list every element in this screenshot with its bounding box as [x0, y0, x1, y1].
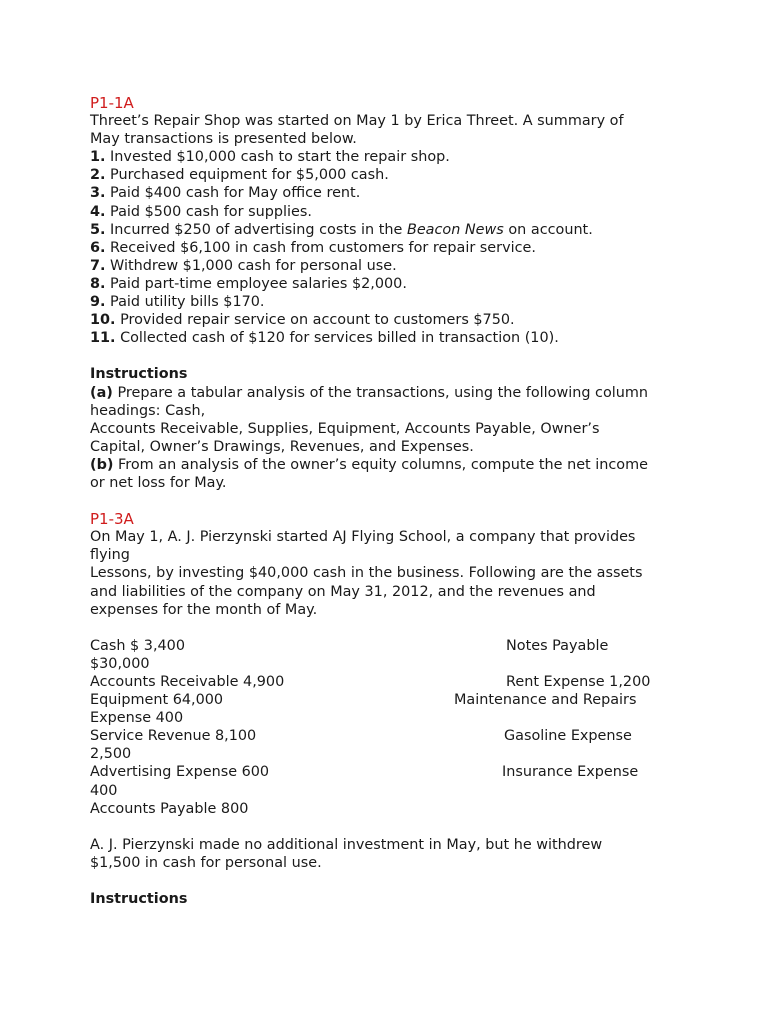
account-row — [90, 673, 690, 691]
transaction-text: Collected cash of $120 for services billed in transaction (10). — [115, 330, 559, 347]
transaction-item — [90, 203, 690, 221]
account-right: Gasoline Expense — [504, 728, 632, 745]
transaction-text: Paid utility bills $170. — [105, 294, 265, 311]
transaction-number: 4. — [90, 203, 106, 220]
transaction-item — [90, 275, 690, 293]
transaction-text: Withdrew $1,000 cash for personal use. — [105, 257, 397, 274]
account-left: 2,500 — [90, 746, 132, 763]
instruction-a-line: Capital, Owner’s Drawings, Revenues, and Expenses. — [90, 438, 474, 455]
transaction-number: 3. — [90, 185, 106, 202]
instruction-a-label: (a) — [90, 384, 113, 401]
transaction-item — [90, 239, 690, 257]
transaction-item — [90, 221, 690, 239]
transaction-number: 6. — [90, 239, 106, 256]
account-left: Equipment 64,000 — [90, 692, 224, 709]
intro-line: and liabilities of the company on May 31, 2012, and the revenues and — [90, 583, 596, 600]
document-page — [90, 94, 690, 908]
account-left: $30,000 — [90, 655, 150, 672]
closing-line: $1,500 in cash for personal use. — [90, 854, 322, 871]
account-row — [90, 782, 690, 800]
problem-heading-p1-1a: P1-1A — [90, 94, 134, 112]
instruction-b-label: (b) — [90, 456, 114, 473]
problem-heading-p1-3a: P1-3A — [90, 510, 134, 529]
instruction-a — [90, 384, 690, 402]
account-left: Advertising Expense 600 — [90, 764, 270, 781]
transaction-item — [90, 293, 690, 311]
account-row — [90, 709, 690, 727]
transaction-item — [90, 148, 690, 166]
account-list — [90, 637, 690, 818]
transaction-text: Paid $400 cash for May office rent. — [105, 185, 361, 202]
transaction-number: 11. — [90, 330, 116, 347]
transaction-item — [90, 329, 690, 347]
transaction-text: Received $6,100 in cash from customers for repair service. — [105, 239, 536, 256]
account-row — [90, 655, 690, 673]
transaction-text: Invested $10,000 cash to start the repair shop. — [105, 149, 450, 166]
instruction-b-line: or net loss for May. — [90, 474, 227, 491]
transaction-number: 10. — [90, 312, 116, 329]
account-row — [90, 800, 690, 818]
intro-line: May transactions is presented below. — [90, 131, 357, 148]
transaction-number: 1. — [90, 149, 106, 166]
instruction-a-text: Prepare a tabular analysis of the transactions, using the following column — [112, 384, 649, 401]
account-right: Insurance Expense — [502, 764, 639, 781]
instructions-title-2: Instructions — [90, 891, 188, 908]
transaction-text: Incurred $250 of advertising costs in the — [105, 221, 407, 238]
account-row — [90, 763, 690, 781]
intro-line: expenses for the month of May. — [90, 601, 318, 618]
account-right: Rent Expense 1,200 — [506, 674, 651, 690]
transaction-number: 5. — [90, 221, 106, 238]
account-row — [90, 745, 690, 763]
account-row — [90, 637, 690, 655]
transaction-list — [90, 148, 690, 347]
transaction-text-italic: Beacon News — [406, 221, 504, 238]
transaction-number: 7. — [90, 257, 106, 274]
instruction-a-line: headings: Cash, — [90, 402, 206, 419]
transaction-number: 8. — [90, 275, 106, 292]
transaction-text: Purchased equipment for $5,000 cash. — [105, 167, 389, 184]
transaction-item — [90, 311, 690, 329]
transaction-text: Paid $500 cash for supplies. — [105, 203, 312, 220]
account-row — [90, 727, 690, 745]
account-right: Maintenance and Repairs — [454, 692, 637, 709]
intro-line: On May 1, A. J. Pierzynski started AJ Flying School, a company that provides — [90, 529, 636, 546]
transaction-item — [90, 166, 690, 184]
instruction-b — [90, 456, 690, 474]
account-right: Notes Payable — [506, 637, 609, 654]
instruction-a-line: Accounts Receivable, Supplies, Equipment, Accounts Payable, Owner’s — [90, 420, 600, 437]
instructions-title: Instructions — [90, 366, 188, 383]
transaction-number: 9. — [90, 294, 106, 311]
transaction-text: Provided repair service on account to customers $750. — [115, 312, 515, 329]
closing-line: A. J. Pierzynski made no additional investment in May, but he withdrew — [90, 836, 603, 853]
transaction-item — [90, 257, 690, 275]
account-left: Accounts Payable 800 — [90, 800, 249, 817]
account-row — [90, 691, 690, 709]
account-left: Accounts Receivable 4,900 — [90, 674, 285, 690]
intro-line: Lessons, by investing $40,000 cash in the business. Following are the assets — [90, 565, 643, 582]
account-left: Cash $ 3,400 — [90, 637, 185, 654]
transaction-number: 2. — [90, 167, 106, 184]
instruction-b-text: From an analysis of the owner’s equity columns, compute the net income — [113, 456, 648, 473]
transaction-text: Paid part-time employee salaries $2,000. — [105, 275, 407, 292]
intro-line: Threet’s Repair Shop was started on May 1 by Erica Threet. A summary of — [90, 113, 624, 130]
account-left: Service Revenue 8,100 — [90, 728, 257, 745]
transaction-text: on account. — [503, 221, 593, 238]
account-left: Expense 400 — [90, 710, 184, 727]
intro-line: flying — [90, 547, 130, 564]
account-left: 400 — [90, 782, 118, 799]
transaction-item — [90, 184, 690, 202]
